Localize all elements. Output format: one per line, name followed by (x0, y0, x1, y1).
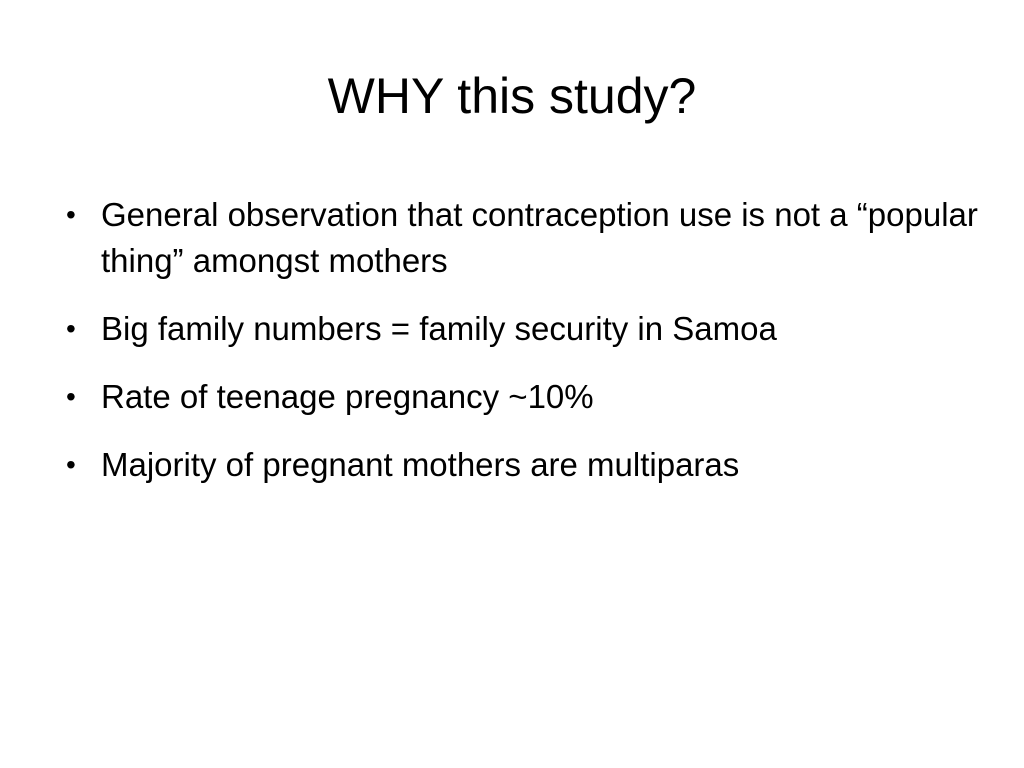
bullet-item (60, 374, 980, 420)
bullet-marker: • (66, 449, 76, 480)
bullet-item (60, 442, 980, 488)
bullet-text: Majority of pregnant mothers are multiparas (101, 446, 740, 483)
bullet-text: Rate of teenage pregnancy ~10% (101, 378, 594, 415)
bullet-item (60, 192, 980, 284)
bullet-item (60, 306, 980, 352)
bullet-text: Big family numbers = family security in Samoa (101, 310, 777, 347)
bullet-marker: • (66, 313, 76, 344)
slide-title: WHY this study? (327, 68, 697, 124)
bullet-marker: • (66, 199, 76, 230)
bullet-marker: • (66, 381, 76, 412)
bullet-list (60, 192, 980, 510)
bullet-text: General observation that contraception use is not a “popular thing” amongst mothers (101, 196, 978, 279)
